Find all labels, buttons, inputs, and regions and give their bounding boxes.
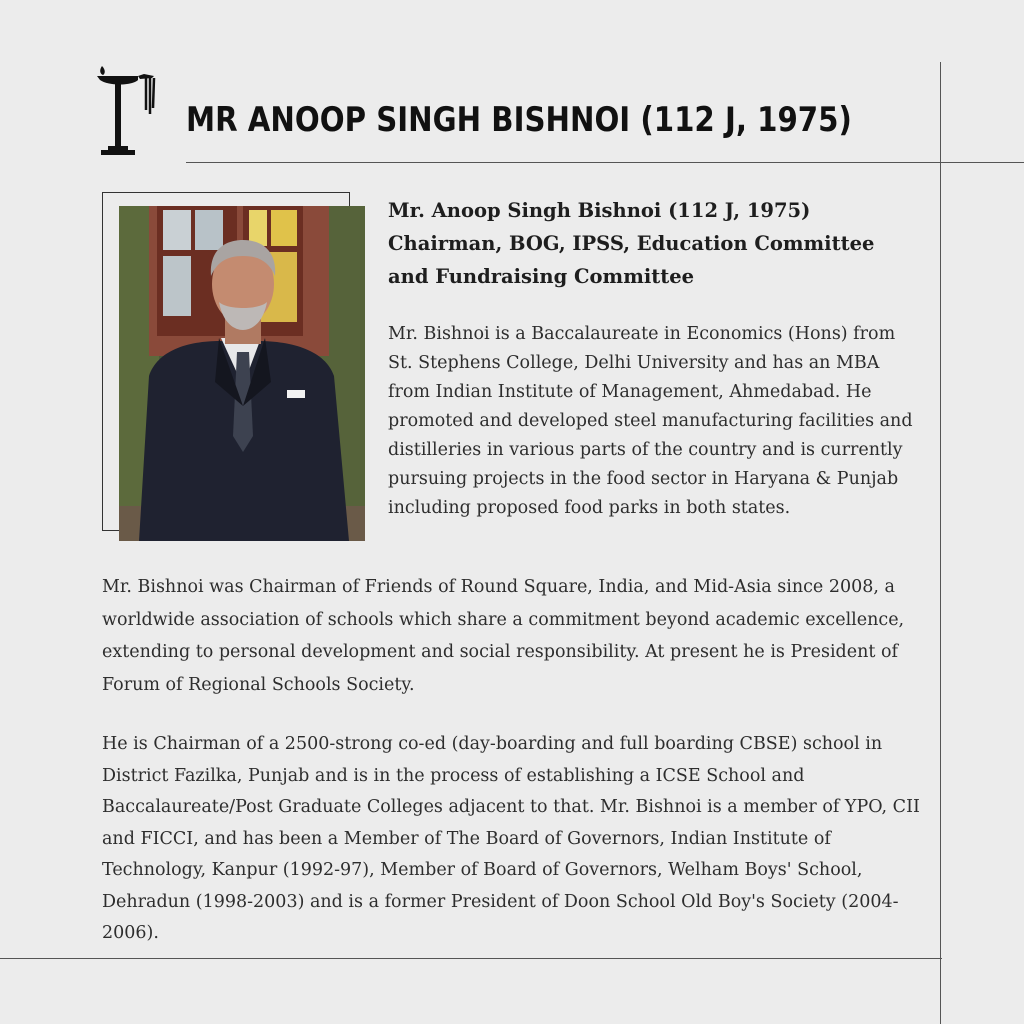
- name-and-role: [388, 194, 908, 293]
- bio-paragraph-3: He is Chairman of a 2500-strong co-ed (day-boarding and full boarding CBSE) school in District Fazilka, Punjab and is in the process of establishing a ICSE School and Baccalaureate/Post Graduate Colleges adjacent to that. Mr. Bishnoi is a member of YPO, CII and FICCI, and has been a Member of The Board of Governors, Indian Institute of Technology, Kanpur (1992-97), Member of Board of Governors, Welham Boys' School, Dehradun (1998-2003) and is a former President of Doon School Old Boy's Society (2004-2006).: [102, 734, 920, 943]
- profile-name: Mr. Anoop Singh Bishnoi (112 J, 1975): [388, 199, 811, 222]
- profile-role-line-1: Chairman, BOG, IPSS, Education Committee: [388, 232, 875, 255]
- lamp-icon: [94, 64, 158, 164]
- portrait-photo: [119, 206, 365, 541]
- bio-paragraph-1: Mr. Bishnoi is a Baccalaureate in Economics (Hons) from St. Stephens College, Delhi University and has an MBA from Indian Institute of Management, Ahmedabad. He promoted and developed steel manufacturing facilities and distilleries in various parts of the country and is currently pursuing projects in the food sector in Haryana & Punjab including proposed food parks in both states.: [388, 324, 913, 518]
- bottom-divider: [0, 958, 942, 959]
- title-underline: [186, 162, 1024, 163]
- bio-paragraph-2: Mr. Bishnoi was Chairman of Friends of Round Square, India, and Mid-Asia since 2008, a worldwide association of schools which share a commitment beyond academic excellence, extending to personal development and social responsibility. At present he is President of Forum of Regional Schools Society.: [102, 577, 905, 695]
- vertical-divider: [940, 62, 941, 1024]
- profile-role-line-2: and Fundraising Committee: [388, 265, 695, 288]
- page-title: MR ANOOP SINGH BISHNOI (112 J, 1975): [186, 100, 852, 140]
